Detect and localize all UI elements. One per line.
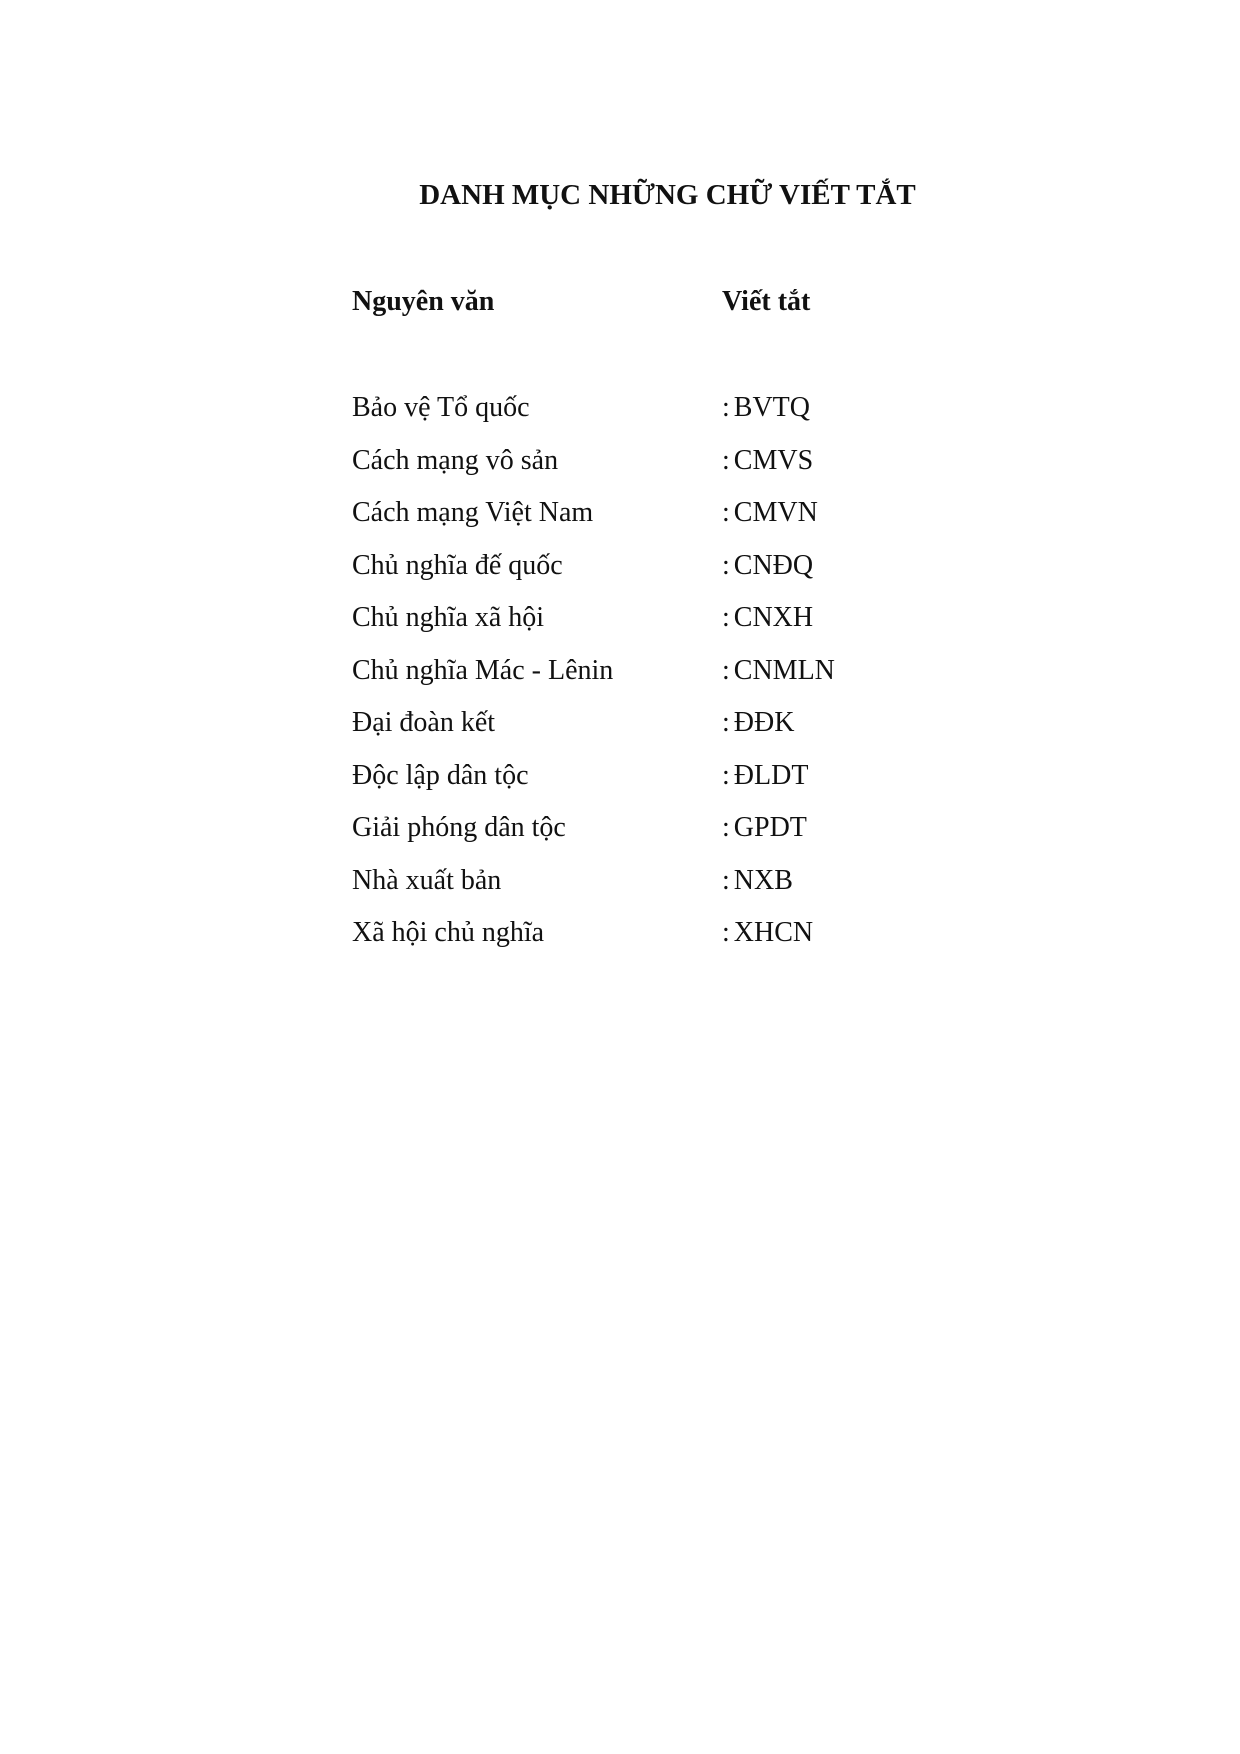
entry-abbreviation-cell: [722, 651, 835, 691]
entry-full-text: Độc lập dân tộc: [352, 759, 529, 791]
entry-abbreviation-cell: [722, 808, 807, 848]
entry-full-text: Giải phóng dân tộc: [352, 812, 566, 843]
list-item: [352, 861, 952, 914]
entry-full-text: Nhà xuất bản: [352, 864, 502, 896]
separator: :: [722, 602, 730, 633]
entry-abbreviation: CNMLN: [733, 654, 835, 686]
separator: :: [722, 549, 730, 581]
entry-abbreviation: CMVS: [733, 444, 814, 476]
list-item: [352, 651, 952, 704]
entry-full-text: Xã hội chủ nghĩa: [352, 917, 545, 948]
entry-abbreviation-cell: [722, 441, 813, 481]
list-item: [352, 441, 952, 494]
header-full-text: Nguyên văn: [352, 286, 495, 317]
list-item: [352, 598, 952, 651]
entry-abbreviation: ĐLDT: [733, 759, 809, 791]
list-item: [352, 808, 952, 861]
entry-abbreviation: CNXH: [733, 602, 814, 633]
list-item: [352, 913, 952, 966]
separator: :: [722, 707, 730, 738]
separator: :: [722, 444, 730, 476]
entry-abbreviation-cell: [722, 546, 813, 586]
separator: :: [722, 812, 730, 843]
separator: :: [722, 392, 730, 423]
entry-abbreviation: CNĐQ: [733, 549, 814, 581]
entry-abbreviation-cell: [722, 703, 794, 743]
entry-full-text: Cách mạng Việt Nam: [352, 497, 594, 528]
entry-abbreviation: CMVN: [733, 497, 818, 528]
separator: :: [722, 864, 730, 896]
entry-abbreviation-cell: [722, 598, 813, 638]
entry-full-text: Chủ nghĩa đế quốc: [352, 549, 563, 581]
column-headers: [352, 282, 952, 322]
list-item: [352, 703, 952, 756]
entry-abbreviation-cell: [722, 913, 813, 953]
entry-abbreviation: GPDT: [733, 812, 807, 843]
abbreviation-list: [352, 388, 952, 966]
separator: :: [722, 759, 730, 791]
list-item: [352, 756, 952, 809]
entry-abbreviation-cell: [722, 756, 808, 796]
entry-abbreviation-cell: [722, 388, 810, 428]
separator: :: [722, 497, 730, 528]
header-abbreviation: Viết tắt: [722, 286, 811, 317]
entry-full-text: Chủ nghĩa xã hội: [352, 602, 545, 633]
entry-full-text: Đại đoàn kết: [352, 707, 496, 738]
list-item: [352, 493, 952, 546]
entry-abbreviation-cell: [722, 861, 793, 901]
entry-abbreviation: XHCN: [733, 917, 814, 948]
separator: :: [722, 917, 730, 948]
entry-full-text: Chủ nghĩa Mác - Lênin: [352, 654, 614, 686]
entry-abbreviation: BVTQ: [733, 392, 811, 423]
entry-full-text: Bảo vệ Tổ quốc: [352, 392, 530, 423]
entry-abbreviation-cell: [722, 493, 818, 533]
page-title: DANH MỤC NHỮNG CHỮ VIẾT TẮT: [419, 179, 916, 211]
entry-abbreviation: ĐĐK: [733, 707, 795, 738]
entry-abbreviation: NXB: [733, 864, 793, 896]
separator: :: [722, 654, 730, 686]
entry-full-text: Cách mạng vô sản: [352, 444, 559, 476]
list-item: [352, 388, 952, 441]
list-item: [352, 546, 952, 599]
